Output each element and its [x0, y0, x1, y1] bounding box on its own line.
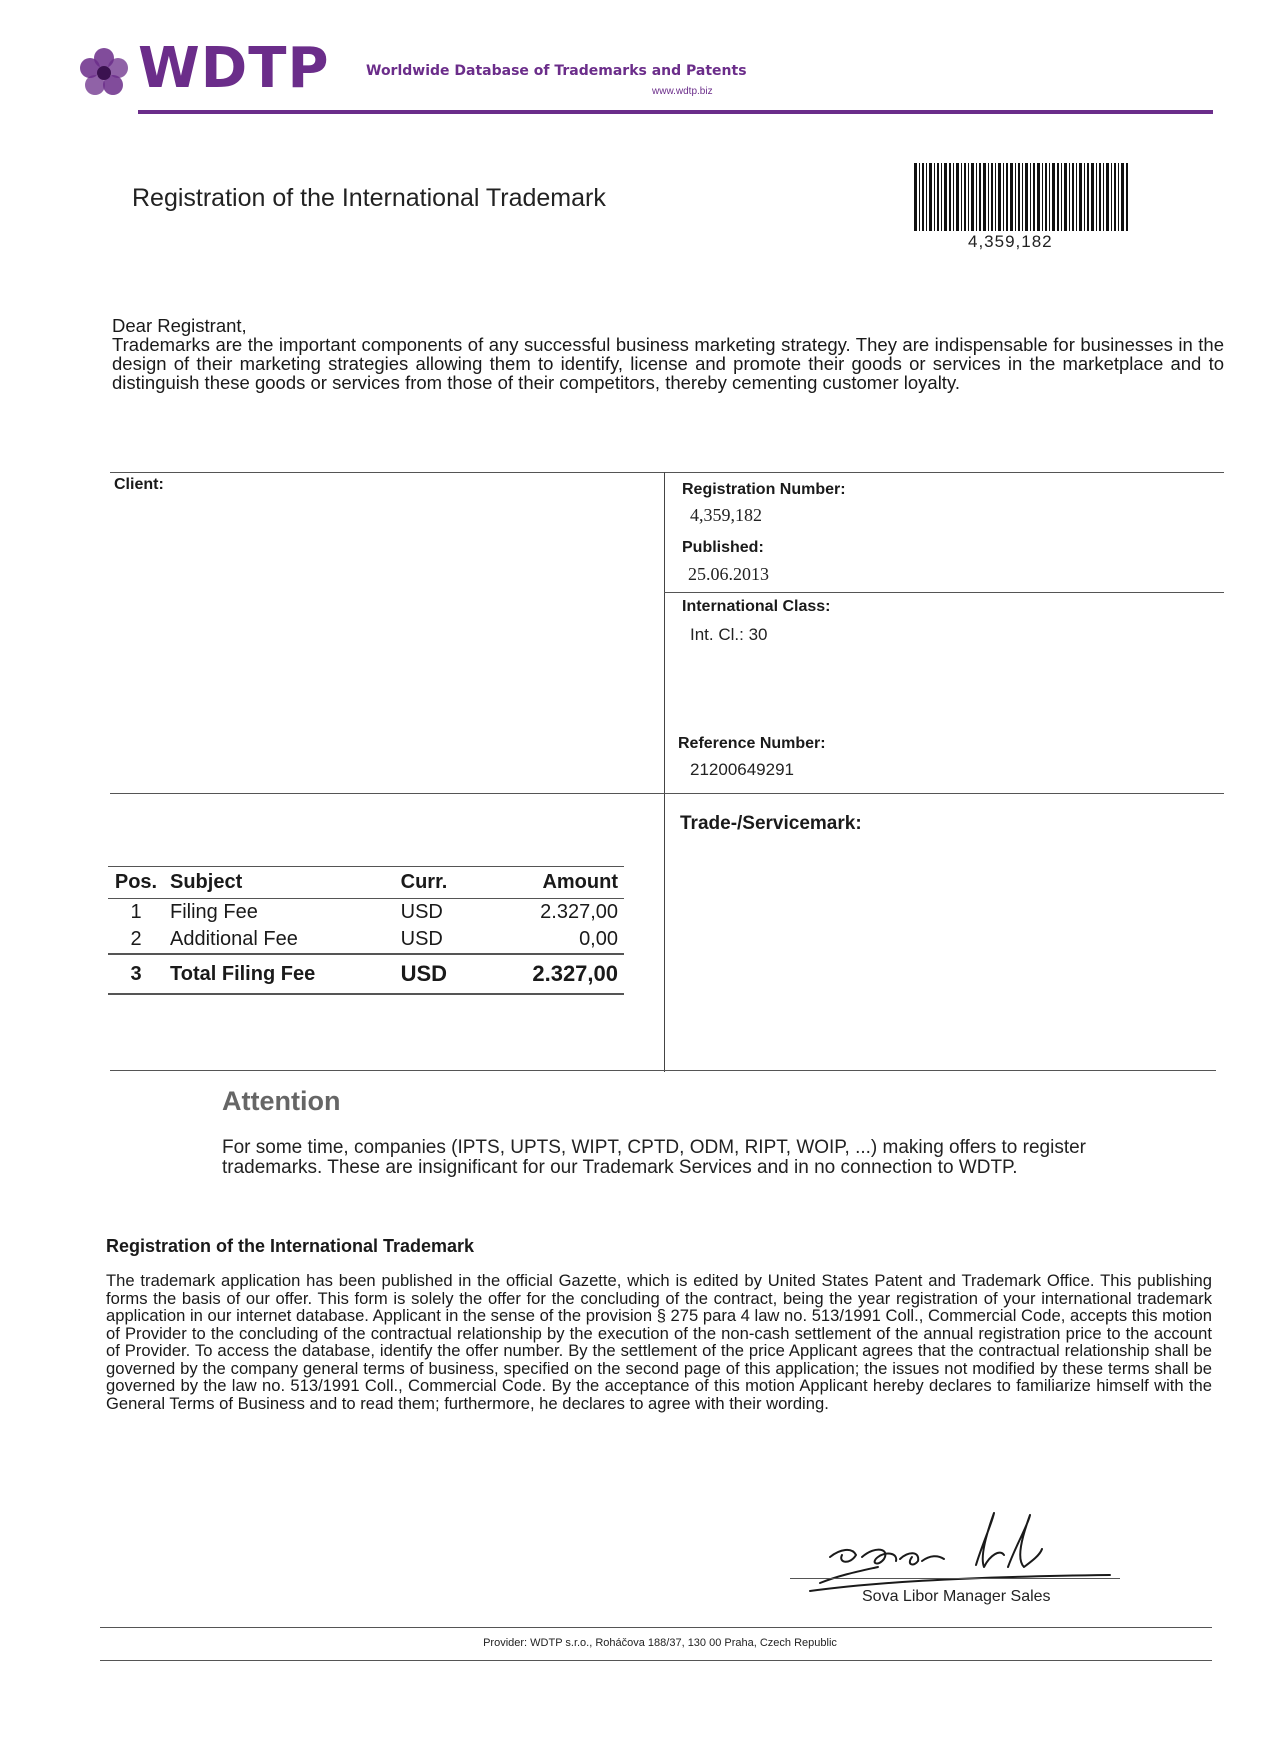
barcode-icon	[914, 163, 1128, 231]
reference-number-label: Reference Number:	[678, 735, 826, 752]
trademark-label: Trade-/Servicemark:	[680, 813, 862, 834]
terms-text: The trademark application has been published in the official Gazette, which is edited by United States Patent and Trademark Office. This publishing forms the basis of our offer. This form is solely the offer for the concluding of the contract, being the year registration of your international trademark application in our internet database. Applicant in the sense of the provision § 275 para 4 law no. 513/1991 Coll., Commercial Code, accepts this motion of Provider to the concluding of the contractual relationship by the execution of the non-cash settlement of the annual registration price to the account of Provider. To access the database, identify the offer number. By the settlement of the price Applicant agrees that the contractual relationship shall be governed by the company general terms of business, specified on the second page of this application; the issues not modified by these terms shall be governed by the law no. 513/1991 Coll., Commercial Code. By the acceptance of this motion Applicant hereby declares to familiarize himself with the General Terms of Business and to read them; furthermore, he declares to agree with their wording.	[106, 1271, 1212, 1413]
fee-currency: USD	[400, 928, 443, 950]
fee-total-amount: 2.327,00	[481, 954, 624, 994]
barcode-number: 4,359,182	[968, 232, 1053, 251]
published-value: 25.06.2013	[688, 564, 769, 584]
col-amount: Amount	[481, 867, 624, 899]
fee-pos: 1	[130, 901, 142, 923]
international-class-label: International Class:	[682, 598, 831, 615]
fee-amount: 2.327,00	[540, 901, 618, 923]
letter-body	[112, 316, 1224, 392]
fee-table	[108, 866, 624, 995]
fee-row	[108, 926, 624, 954]
col-pos: Pos.	[108, 867, 164, 899]
brand-tagline: Worldwide Database of Trademarks and Patents	[366, 63, 747, 79]
wdtp-flower-logo-icon	[80, 48, 128, 96]
details-top-rule	[110, 472, 1224, 473]
brand-website: www.wdtp.biz	[652, 86, 713, 97]
signer-name: Sova Libor Manager Sales	[862, 1588, 1051, 1605]
fee-table-header	[108, 867, 624, 899]
terms-title: Registration of the International Trademark	[106, 1236, 475, 1256]
fee-subject: Additional Fee	[170, 928, 298, 950]
fee-total-subject: Total Filing Fee	[164, 954, 395, 994]
fee-total-pos: 3	[108, 954, 164, 994]
footer-top-rule	[100, 1627, 1212, 1628]
details-right-rule	[664, 592, 1224, 593]
international-class-value: Int. Cl.: 30	[690, 625, 768, 644]
registration-number-value: 4,359,182	[690, 505, 762, 525]
attention-text: For some time, companies (IPTS, UPTS, WIPT, CPTD, ODM, RIPT, WOIP, ...) making offers to register trademarks. These are insignificant for our Trademark Services and in no connection to WDTP.	[222, 1137, 1086, 1178]
fee-pos: 2	[130, 928, 142, 950]
handwritten-signature	[780, 1505, 1120, 1597]
footer-bottom-rule	[100, 1660, 1212, 1661]
fee-total-currency: USD	[395, 954, 481, 994]
fee-total-row	[108, 954, 624, 994]
details-bottom-rule	[110, 1070, 1216, 1071]
client-label: Client:	[114, 476, 164, 493]
brand-logo-text: WDTP	[138, 36, 330, 101]
document-title: Registration of the International Trademark	[132, 184, 606, 212]
fee-subject: Filing Fee	[170, 901, 258, 923]
letter-greeting: Dear Registrant,	[112, 315, 247, 336]
fee-row	[108, 899, 624, 927]
footer-provider: Provider: WDTP s.r.o., Roháčova 188/37, 130 00 Praha, Czech Republic	[483, 1637, 837, 1649]
letter-paragraph: Trademarks are the important components of any successful business marketing strategy. They are indispensable for businesses in the design of their marketing strategies allowing them to identify, license and promote their goods or services in the marketplace and to distinguish these goods or services from those of their competitors, thereby cementing customer loyalty.	[112, 334, 1224, 393]
attention-title: Attention	[222, 1086, 341, 1116]
reference-number-value: 21200649291	[690, 760, 795, 779]
signature-line	[790, 1578, 1120, 1579]
fee-amount: 0,00	[579, 928, 618, 950]
fee-currency: USD	[400, 901, 443, 923]
header-rule	[138, 110, 1213, 114]
details-middle-rule	[110, 793, 1224, 794]
col-subject: Subject	[164, 867, 395, 899]
col-currency: Curr.	[395, 867, 481, 899]
published-label: Published:	[682, 539, 764, 556]
registration-number-label: Registration Number:	[682, 481, 846, 498]
details-column-divider	[664, 472, 665, 1072]
